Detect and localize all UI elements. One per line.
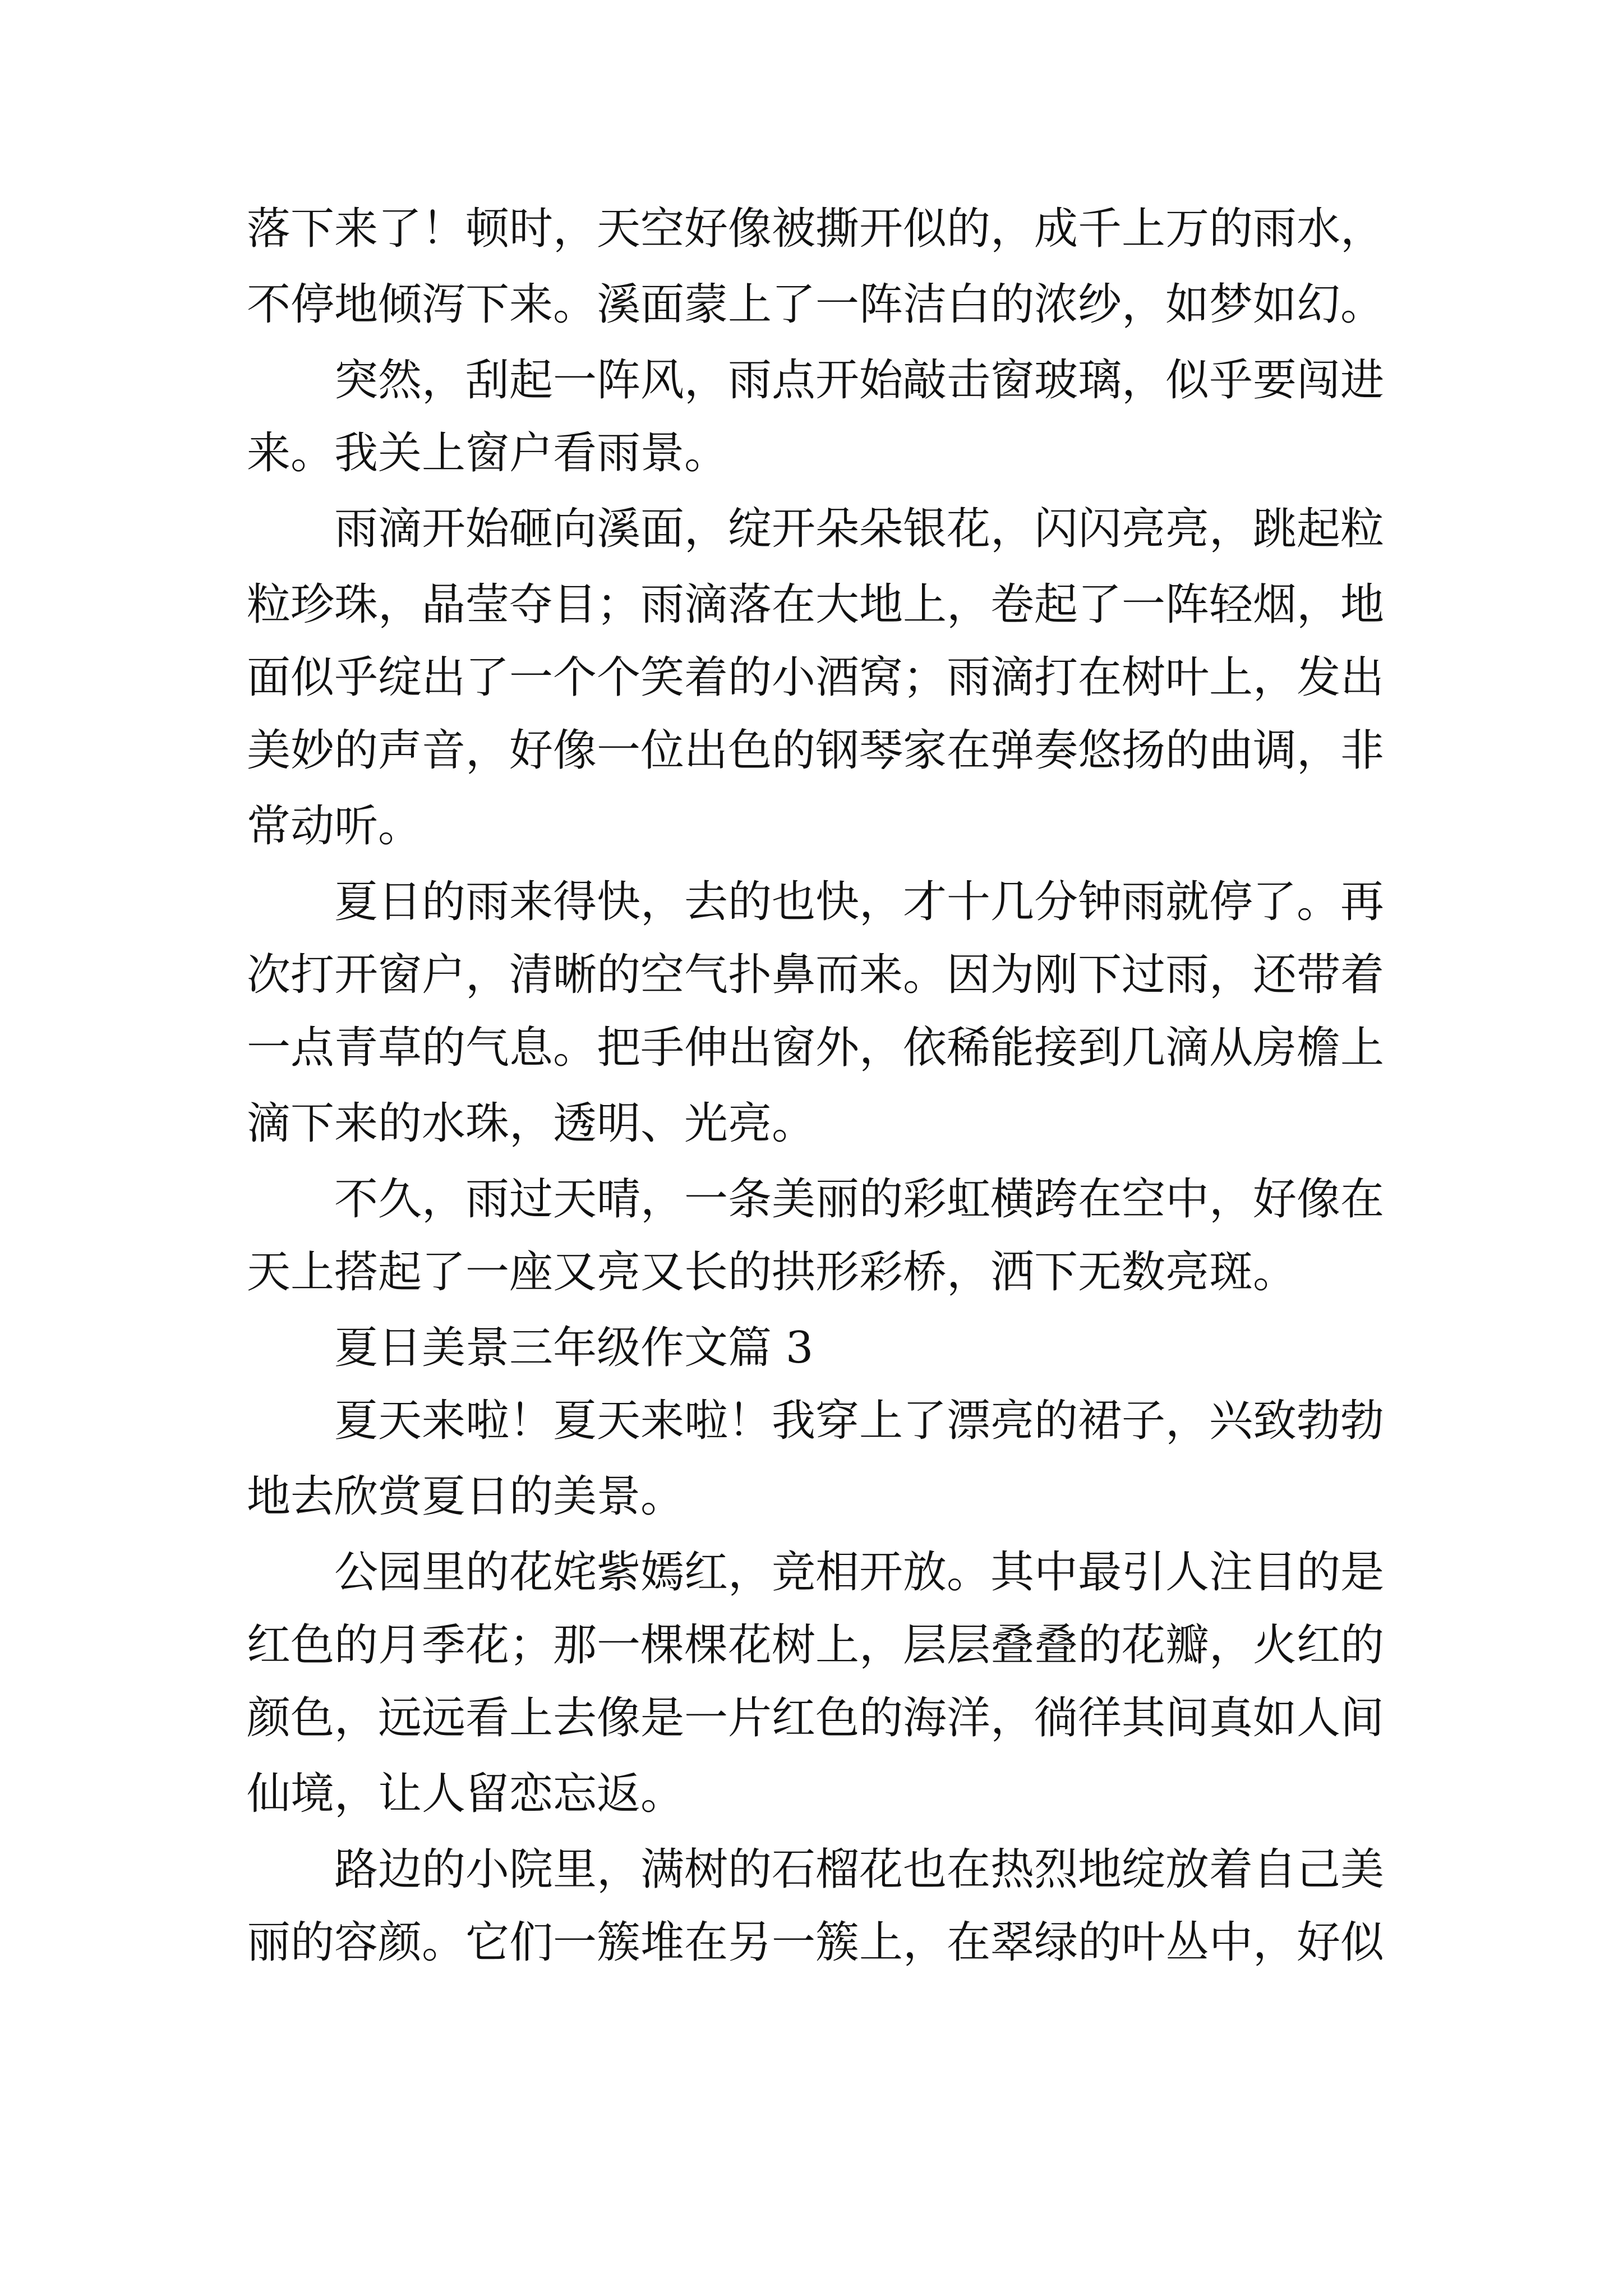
paragraph-line: 天上搭起了一座又亮又长的拱形彩桥，洒下无数亮斑。	[247, 1247, 1297, 1297]
paragraph-first-line: 不久，雨过天晴，一条美丽的彩虹横跨在空中，好像在	[334, 1174, 1385, 1225]
paragraph-first-line: 夏日的雨来得快，去的也快，才十几分钟雨就停了。再	[334, 877, 1385, 927]
paragraph-line: 次打开窗户，清晰的空气扑鼻而来。因为刚下过雨，还带着	[247, 950, 1385, 1000]
paragraph-line: 滴下来的水珠，透明、光亮。	[247, 1098, 816, 1149]
paragraph-line: 颜色，远远看上去像是一片红色的海洋，徜徉其间真如人间	[247, 1693, 1385, 1743]
paragraph-line: 落下来了！顿时，天空好像被撕开似的，成千上万的雨水，	[247, 204, 1385, 254]
paragraph-first-line: 公园里的花姹紫嫣红，竞相开放。其中最引人注目的是	[334, 1547, 1385, 1598]
paragraph-line: 一点青草的气息。把手伸出窗外，依稀能接到几滴从房檐上	[247, 1023, 1385, 1073]
paragraph-line: 仙境，让人留恋忘返。	[247, 1769, 685, 1819]
paragraph-line: 面似乎绽出了一个个笑着的小酒窝；雨滴打在树叶上，发出	[247, 652, 1385, 703]
paragraph-line: 美妙的声音，好像一位出色的钢琴家在弹奏悠扬的曲调，非	[247, 725, 1385, 776]
paragraph-line: 不停地倾泻下来。溪面蒙上了一阵洁白的浓纱，如梦如幻。	[247, 279, 1385, 330]
paragraph-line: 红色的月季花；那一棵棵花树上，层层叠叠的花瓣，火红的	[247, 1620, 1385, 1671]
paragraph-line: 丽的容颜。它们一簇堆在另一簇上，在翠绿的叶丛中，好似	[247, 1917, 1385, 1968]
paragraph-line: 来。我关上窗户看雨景。	[247, 428, 728, 478]
paragraph-line: 地去欣赏夏日的美景。	[247, 1471, 685, 1522]
paragraph-line: 常动听。	[247, 801, 422, 852]
paragraph-first-line: 夏日美景三年级作文篇 3	[334, 1323, 814, 1373]
paragraph-first-line: 夏天来啦！夏天来啦！我穿上了漂亮的裙子，兴致勃勃	[334, 1396, 1385, 1446]
paragraph-first-line: 路边的小院里，满树的石榴花也在热烈地绽放着自己美	[334, 1844, 1385, 1895]
paragraph-first-line: 突然，刮起一阵风，雨点开始敲击窗玻璃，似乎要闯进	[334, 355, 1385, 406]
paragraph-first-line: 雨滴开始砸向溪面，绽开朵朵银花，闪闪亮亮，跳起粒	[334, 504, 1385, 554]
paragraph-line: 粒珍珠，晶莹夺目；雨滴落在大地上，卷起了一阵轻烟，地	[247, 579, 1385, 630]
